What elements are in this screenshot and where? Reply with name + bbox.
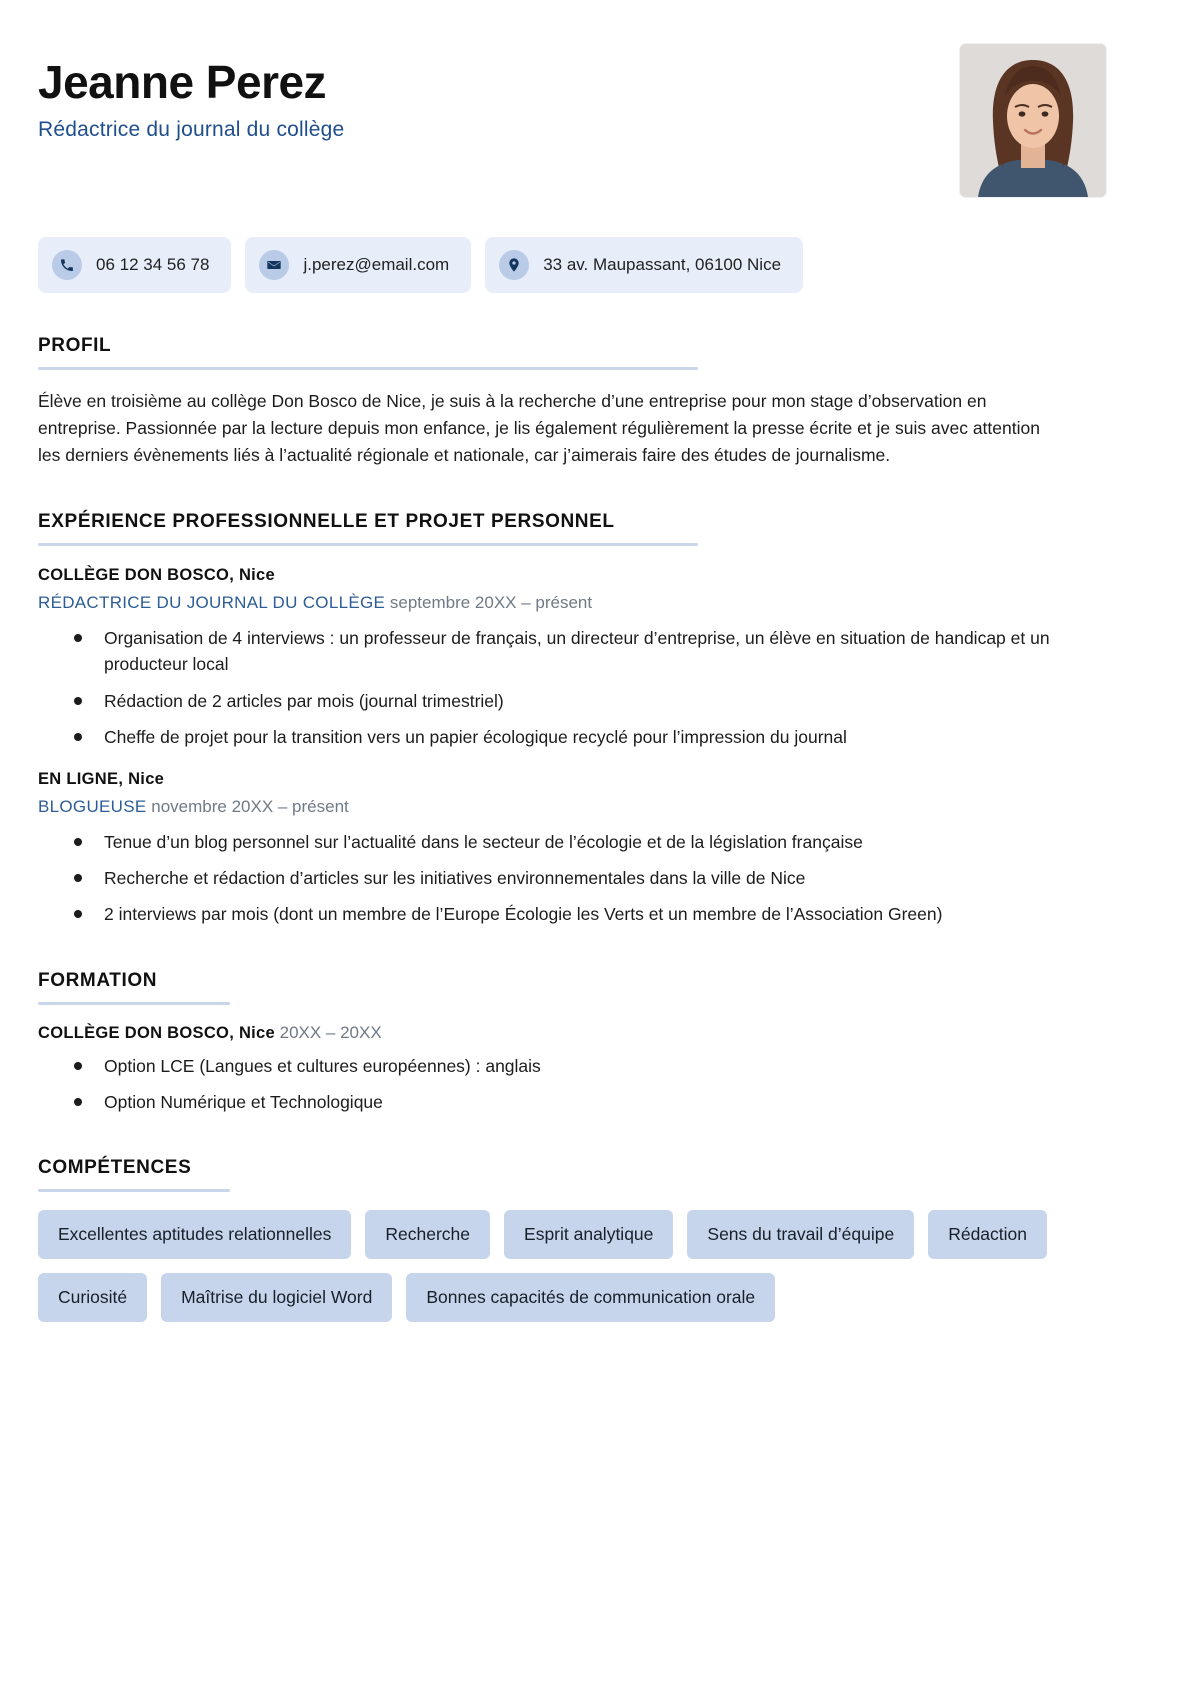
resume-header: [38, 44, 1106, 197]
phone-icon: [52, 250, 82, 280]
header-text-block: [38, 44, 344, 142]
list-item: Tenue d’un blog personnel sur l’actualité dans le secteur de l’écologie et de la législation française: [68, 829, 1106, 855]
experience-entry: [38, 566, 1106, 750]
entry-dates: septembre 20XX – présent: [389, 593, 593, 613]
section-formation-title: FORMATION: [38, 969, 158, 991]
section-divider: [38, 367, 698, 370]
entry-role: RÉDACTRICE DU JOURNAL DU COLLÈGE: [38, 593, 386, 613]
list-item: Organisation de 4 interviews : un professeur de français, un directeur d’entreprise, un élève en situation de handicap et un producteur local: [68, 625, 1106, 678]
education-dates: 20XX – 20XX: [279, 1022, 382, 1042]
section-competences: [38, 1157, 1106, 1322]
contact-phone[interactable]: [38, 237, 231, 293]
list-item: Rédaction de 2 articles par mois (journal trimestriel): [68, 688, 1106, 714]
section-divider: [38, 543, 698, 546]
list-item: Option Numérique et Technologique: [68, 1089, 1106, 1115]
profil-text: Élève en troisième au collège Don Bosco de Nice, je suis à la recherche d’une entreprise pour mon stage d’observation en entreprise. Passionnée par la lecture depuis mon enfance, je lis également régulièrement la presse écrite et je suis avec attention les derniers évènements liés à l’actualité régionale et nationale, car j’aimerais faire des études de journalisme.: [38, 391, 1040, 466]
page-title: Jeanne Perez: [38, 56, 327, 108]
section-experience: [38, 511, 1106, 927]
list-item: Recherche et rédaction d’articles sur les initiatives environnementales dans la ville de Nice: [68, 865, 1106, 891]
entry-meta: [38, 591, 1106, 615]
entry-dates: novembre 20XX – présent: [151, 797, 349, 817]
experience-entry: [38, 770, 1106, 928]
entry-meta: [38, 795, 1106, 819]
section-profil: [38, 335, 1106, 469]
skill-tag: Recherche: [365, 1210, 490, 1259]
skill-tag: Maîtrise du logiciel Word: [161, 1273, 392, 1322]
job-title: Rédactrice du journal du collège: [38, 118, 345, 142]
contact-row: [38, 237, 1106, 293]
avatar: [960, 44, 1106, 197]
list-item: 2 interviews par mois (dont un membre de l’Europe Écologie les Verts et un membre de l’Association Green): [68, 901, 1106, 927]
education-entry: [38, 1023, 1106, 1043]
list-item: Option LCE (Langues et cultures européennes) : anglais: [68, 1053, 1106, 1079]
skill-tag: Bonnes capacités de communication orale: [406, 1273, 775, 1322]
section-divider: [38, 1002, 230, 1005]
entry-role: BLOGUEUSE: [38, 797, 147, 817]
entry-bullet-list: [38, 829, 1106, 928]
section-competences-title: COMPÉTENCES: [38, 1157, 192, 1179]
skills-list: [38, 1210, 1058, 1322]
contact-address-value: 33 av. Maupassant, 06100 Nice: [543, 255, 782, 274]
list-item: Cheffe de projet pour la transition vers un papier écologique recyclé pour l’impression du journal: [68, 724, 1106, 750]
section-formation: [38, 970, 1106, 1116]
section-profil-title: PROFIL: [38, 335, 112, 356]
location-pin-icon: [499, 250, 529, 280]
contact-email[interactable]: [245, 237, 471, 293]
section-divider: [38, 1189, 230, 1192]
skill-tag: Rédaction: [928, 1210, 1047, 1259]
skill-tag: Sens du travail d’équipe: [687, 1210, 914, 1259]
contact-phone-value: 06 12 34 56 78: [96, 255, 210, 274]
entry-organization: EN LIGNE, Nice: [38, 770, 165, 789]
education-bullet-list: [38, 1053, 1106, 1116]
email-icon: [259, 250, 289, 280]
skill-tag: Curiosité: [38, 1273, 147, 1322]
education-school: COLLÈGE DON BOSCO, Nice: [38, 1023, 276, 1042]
section-experience-title: EXPÉRIENCE PROFESSIONNELLE ET PROJET PERSONNEL: [38, 511, 615, 533]
contact-address[interactable]: [485, 237, 803, 293]
entry-organization: COLLÈGE DON BOSCO, Nice: [38, 566, 276, 585]
contact-email-value: j.perez@email.com: [303, 255, 450, 274]
entry-bullet-list: [38, 625, 1106, 750]
skill-tag: Esprit analytique: [504, 1210, 673, 1259]
portrait-photo-icon: [960, 44, 1106, 197]
skill-tag: Excellentes aptitudes relationnelles: [38, 1210, 351, 1259]
